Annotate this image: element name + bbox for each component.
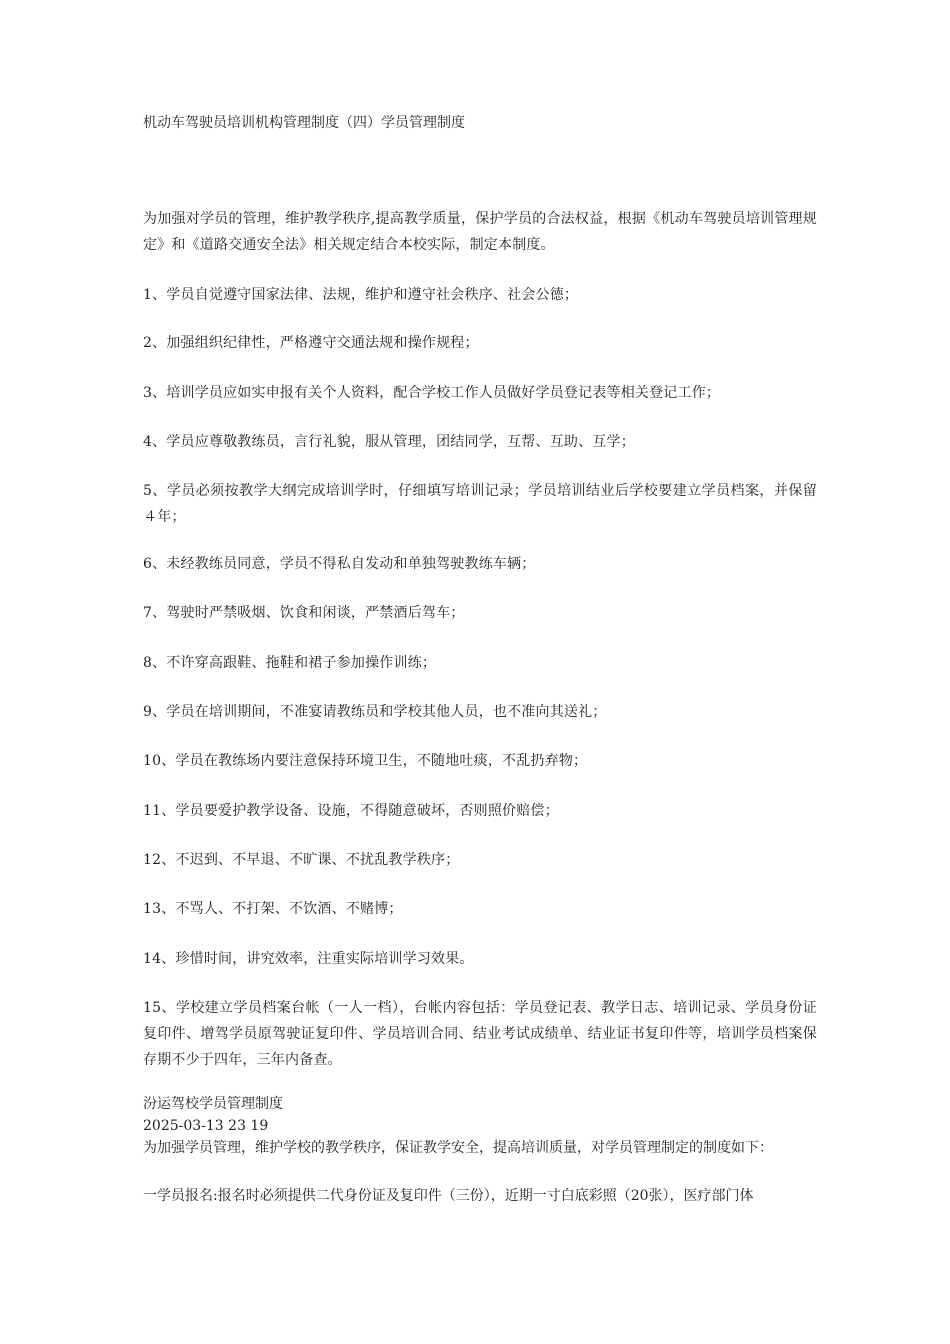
section2-datetime: 2025-03-13 23 19 <box>143 1118 269 1134</box>
document-title: 机动车驾驶员培训机构管理制度（四）学员管理制度 <box>143 115 465 131</box>
rule-6: 6、未经教练员同意，学员不得私自发动和单独驾驶教练车辆； <box>143 556 536 572</box>
section2-intro: 为加强学员管理，维护学校的教学秩序，保证教学安全，提高培训质量，对学员管理制定的制度如下： <box>143 1140 773 1156</box>
rule-5: 5、学员必须按教学大纲完成培训学时，仔细填写培训记录；学员培训结业后学校要建立学员档案，并保留４年； <box>143 483 817 525</box>
rule-4: 4、学员应尊敬教练员，言行礼貌，服从管理，团结同学，互帮、互助、互学； <box>143 434 635 450</box>
rule-15: 15、学校建立学员档案台帐（一人一档），台帐内容包括：学员登记表、教学日志、培训记录、学员身份证复印件、增驾学员原驾驶证复印件、学员培训合同、结业考试成绩单、结业证书复印件等，培训学员档案保存期不少于四年，三年内备查。 <box>143 1000 817 1068</box>
rule-11: 11、学员要爱护教学设备、设施，不得随意破坏，否则照价赔偿； <box>143 803 559 819</box>
rule-2: 2、加强组织纪律性，严格遵守交通法规和操作规程； <box>143 335 479 351</box>
rule-10: 10、学员在教练场内要注意保持环境卫生，不随地吐痰，不乱扔弃物； <box>143 753 588 769</box>
rule-14: 14、珍惜时间，讲究效率，注重实际培训学习效果。 <box>143 951 474 967</box>
rule-9: 9、学员在培训期间，不准宴请教练员和学校其他人员，也不准向其送礼； <box>143 704 607 720</box>
rule-7: 7、驾驶时严禁吸烟、饮食和闲谈，严禁酒后驾车； <box>143 605 465 621</box>
section2-title: 汾运驾校学员管理制度 <box>143 1096 283 1112</box>
rule-8: 8、不许穿高跟鞋、拖鞋和裙子参加操作训练； <box>143 655 437 671</box>
rule-1: 1、学员自觉遵守国家法律、法规，维护和遵守社会秩序、社会公德； <box>143 287 579 303</box>
rule-3: 3、培训学员应如实申报有关个人资料，配合学校工作人员做好学员登记表等相关登记工作； <box>143 385 721 401</box>
section2-item-1: 一学员报名:报名时必须提供二代身份证及复印件（三份），近期一寸白底彩照（20张），医疗部门体 <box>143 1188 754 1204</box>
rule-12: 12、不迟到、不早退、不旷课、不扰乱教学秩序； <box>143 852 460 868</box>
rule-13: 13、不骂人、不打架、不饮酒、不赌博； <box>143 901 403 917</box>
intro-paragraph: 为加强对学员的管理，维护教学秩序,提高教学质量，保护学员的合法权益，根据《机动车驾驶员培训管理规定》和《道路交通安全法》相关规定结合本校实际，制定本制度。 <box>143 211 817 253</box>
